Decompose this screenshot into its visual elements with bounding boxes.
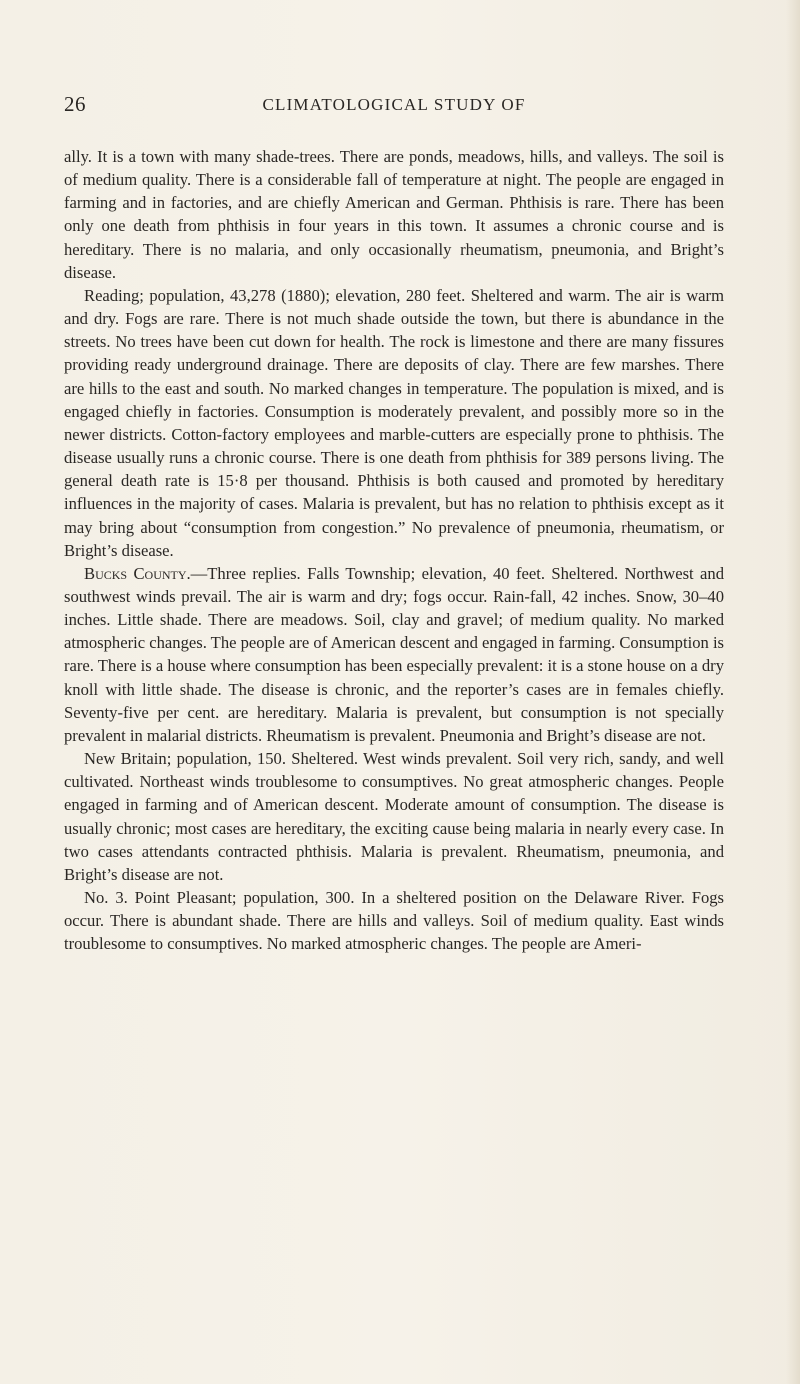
- page-number: 26: [64, 92, 86, 116]
- paragraph-text: Reading; population, 43,278 (1880); elevation, 280 feet. Sheltered and warm. The air is warm and dry. Fogs are rare. There is not much shade outside the town, but there is abundance in the streets. No trees have been cut down for health. The rock is limestone and there are many fissures providing ready underground drainage. There are deposits of clay. There are few marshes. There are hills to the east and south. No marked changes in temperature. The population is mixed, and is engaged chiefly in factories. Consumption is moderately prevalent, and possibly more so in the newer districts. Cotton-factory employees and marble-cutters are especially prone to phthisis. The disease usually runs a chronic course. There is one death from phthisis for 389 persons living. The general death rate is 15·8 per thousand. Phthisis is both caused and promoted by hereditary influences in the majority of cases. Malaria is prevalent, but has no relation to phthisis except as it may bring about “consumption from congestion.” No prevalence of pneumonia, rheumatism, or Bright’s disease.: [64, 285, 724, 560]
- paragraph-text: ally. It is a town with many shade-trees. There are ponds, meadows, hills, and valleys. The soil is of medium quality. There is a considerable fall of temperature at night. The people are engaged in farming and in factories, and are chiefly American and German. Phthisis is rare. There has been only one death from phthisis in four years in this town. It assumes a chronic course and is hereditary. There is no malaria, and only occasionally rheumatism, pneumonia, and Bright’s disease.: [64, 147, 724, 282]
- paragraph-text: —Three replies. Falls Township; elevation, 40 feet. Sheltered. Northwest and southwest winds prevail. The air is warm and dry; fogs occur. Rain-fall, 42 inches. Snow, 30–40 inches. Little shade. There are meadows. Soil, clay and gravel; of medium quality. No marked atmospheric changes. The people are of American descent and engaged in farming. Consumption is rare. There is a house where consumption has been especially prevalent: it is a stone house on a dry knoll with little shade. The disease is chronic, and the reporter’s cases are in females chiefly. Seventy-five per cent. are hereditary. Malaria is prevalent, but consumption is not specially prevalent in malarial districts. Rheumatism is prevalent. Pneumonia and Bright’s disease are not.: [64, 563, 725, 745]
- paragraph-text: New Britain; population, 150. Sheltered. West winds prevalent. Soil very rich, sandy, and well cultivated. Northeast winds troublesome to consumptives. No great atmospheric changes. People engaged in farming and of American descent. Moderate amount of consumption. The disease is usually chronic; most cases are hereditary, the exciting cause being malaria in nearly every case. In two cases attendants contracted phthisis. Malaria is prevalent. Rheumatism, pneumonia, and Bright’s disease are not.: [64, 749, 724, 884]
- paragraph-bucks-county: [64, 562, 724, 747]
- body-text: [64, 145, 724, 955]
- paragraph-reading: [64, 284, 724, 562]
- running-head: CLIMATOLOGICAL STUDY OF: [262, 95, 526, 114]
- paragraph-new-britain: [64, 747, 724, 886]
- paragraph-continuation: [64, 145, 724, 284]
- page-edge-shadow: [786, 0, 800, 1384]
- section-lead: Bucks County.: [84, 563, 191, 583]
- page-header: [64, 92, 724, 122]
- paragraph-text: No. 3. Point Pleasant; population, 300. In a sheltered position on the Delaware River. Fogs occur. There is abundant shade. There are hills and valleys. Soil of medium quality. East winds troublesome to consumptives. No marked atmospheric changes. The people are Ameri-: [64, 888, 724, 954]
- paragraph-point-pleasant: [64, 886, 724, 955]
